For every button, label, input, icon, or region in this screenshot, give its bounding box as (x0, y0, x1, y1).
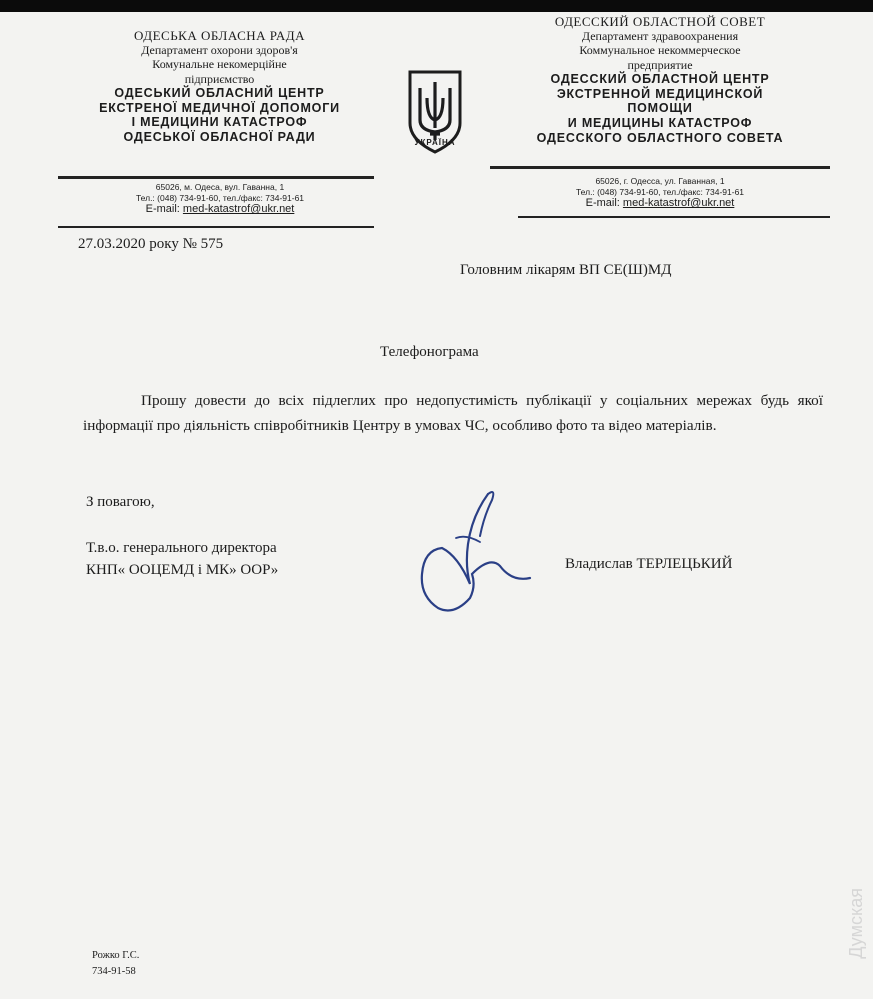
email-link[interactable]: med-katastrof@ukr.net (622, 197, 735, 210)
org-name-line: ЭКСТРЕННОЙ МЕДИЦИНСКОЙ (556, 86, 764, 101)
header-left (62, 28, 377, 145)
email-label: E-mail: (145, 203, 180, 216)
department-name: Департамент охорони здоров'я (141, 43, 298, 58)
email-line (525, 197, 795, 211)
contact-left (95, 182, 345, 217)
email-label: E-mail: (585, 197, 620, 210)
top-dark-border (0, 0, 873, 12)
address: 65026, г. Одесса, ул. Гаванная, 1 (595, 176, 725, 186)
closing: З повагою, (86, 494, 155, 510)
watermark: Думская (846, 888, 866, 959)
signer-name: Владислав ТЕРЛЕЦЬКИЙ (565, 556, 733, 572)
header-right-rule (490, 166, 830, 169)
email-line (95, 203, 345, 217)
org-name-line: ОДЕССКИЙ ОБЛАСТНОЙ ЦЕНТР (550, 71, 770, 86)
signature-icon (410, 486, 540, 626)
executor-name: Рожко Г.С. (92, 950, 140, 961)
email-link[interactable]: med-katastrof@ukr.net (182, 203, 295, 216)
council-name: ОДЕССКИЙ ОБЛАСТНОЙ СОВЕТ (554, 14, 766, 29)
header-right-rule-bottom (518, 216, 830, 218)
org-name-line: ОДЕСЬКИЙ ОБЛАСНИЙ ЦЕНТР (114, 85, 325, 100)
header-left-rule-bottom (58, 226, 374, 228)
header-right (500, 14, 820, 146)
header-left-rule (58, 176, 374, 179)
enterprise-type: Комунальне некомерційне (152, 57, 287, 72)
phone: Тел.: (048) 734-91-60, тел./факс: 734-91-61 (575, 186, 745, 197)
contact-right (525, 176, 795, 211)
letter-body: Прошу довести до всіх підлеглих про недопустимість публікації у соціальних мережах будь якої інформації про діяльність співробітників Центру в умовах ЧС, особливо фото та відео матеріалів. (83, 392, 823, 434)
signer-title: КНП« ООЦЕМД і МК» ООР» (86, 562, 279, 578)
org-name-line: ЕКСТРЕНОЇ МЕДИЧНОЇ ДОПОМОГИ (99, 100, 340, 115)
address: 65026, м. Одеса, вул. Гаванна, 1 (155, 182, 285, 192)
signer-title: Т.в.о. генерального директора (86, 540, 277, 556)
date-number: 27.03.2020 року № 575 (78, 236, 224, 252)
emblem-label: УКРАЇНА (414, 138, 456, 147)
enterprise-type: Коммунальное некоммерческое (579, 43, 741, 58)
phone: Тел.: (048) 734-91-60, тел./факс: 734-91-61 (135, 192, 305, 203)
enterprise-word: підприємство (184, 71, 255, 86)
department-name: Департамент здравоохранения (581, 29, 739, 44)
enterprise-word: предприятие (627, 57, 693, 72)
addressee: Головним лікарям ВП СЕ(Ш)МД (460, 262, 672, 278)
org-name-line: І МЕДИЦИНИ КАТАСТРОФ (131, 115, 308, 130)
document-title: Телефонограма (380, 344, 479, 360)
council-name: ОДЕСЬКА ОБЛАСНА РАДА (134, 28, 305, 43)
org-name-line: ПОМОЩИ (627, 101, 693, 116)
org-name-line: ОДЕССКОГО ОБЛАСТНОГО СОВЕТА (536, 130, 784, 145)
org-name-line: ОДЕСЬКОЇ ОБЛАСНОЇ РАДИ (123, 130, 316, 145)
executor-phone: 734-91-58 (92, 966, 136, 977)
org-name-line: И МЕДИЦИНЫ КАТАСТРОФ (567, 116, 753, 131)
